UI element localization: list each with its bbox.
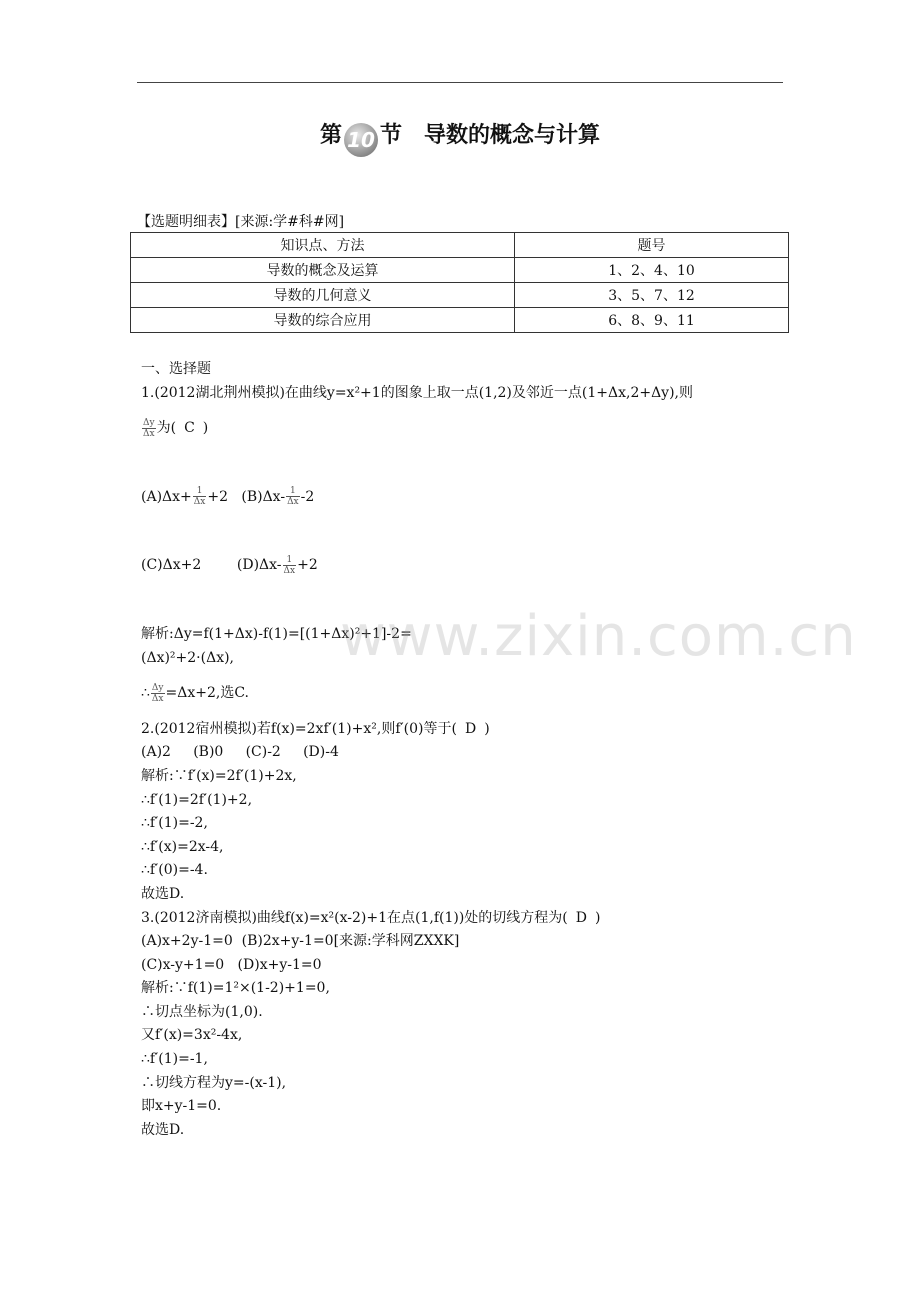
topic-table bbox=[130, 232, 789, 333]
q2-options: (A)2 (B)0 (C)-2 (D)-4 bbox=[141, 744, 339, 761]
q1-solution-2: (Δx)²+2·(Δx), bbox=[141, 649, 235, 666]
q2-solution-line: ∴f′(1)=2f′(1)+2, bbox=[141, 791, 253, 808]
q1-fraction: $\frac{\Delta y}{\Delta x}$ bbox=[143, 417, 155, 439]
table-row bbox=[131, 258, 789, 283]
q3-stem: 3.(2012济南模拟)曲线f(x)=x²(x-2)+1在点(1,f(1))处的切线方程为( D ) bbox=[141, 907, 801, 931]
cell-topic: 导数的几何意义 bbox=[131, 283, 515, 308]
q1-solution-3: ∴ $\frac{\Delta y}{\Delta x}$ =Δx+2,选C. bbox=[141, 682, 250, 704]
q1-answer: C bbox=[184, 420, 195, 437]
q3-solution-line: 又f′(x)=3x²-4x, bbox=[141, 1027, 243, 1044]
q1-solution-1: 解析:Δy=f(1+Δx)-f(1)=[(1+Δx)²+1]-2= bbox=[141, 625, 412, 642]
q3-solution-line: 解析:∵f(1)=1²×(1-2)+1=0, bbox=[141, 980, 330, 997]
q3-answer: D bbox=[575, 909, 587, 926]
cell-topic: 导数的综合应用 bbox=[131, 308, 515, 333]
header-topic: 知识点、方法 bbox=[131, 233, 515, 258]
q3-solution-line: ∴切线方程为y=-(x-1), bbox=[141, 1074, 287, 1091]
q2-solution-line: ∴f′(1)=-2, bbox=[141, 815, 208, 832]
cell-questions: 3、5、7、12 bbox=[515, 283, 789, 308]
q2-solution-line: 故选D. bbox=[141, 885, 185, 902]
q1-options-cd: (C)Δx+2 (D)Δx- $\frac{1}{\Delta x}$ +2 bbox=[141, 554, 318, 576]
q3-options-2: (C)x-y+1=0 (D)x+y-1=0 bbox=[141, 956, 322, 973]
table-header-row bbox=[131, 233, 789, 258]
q1-options-ab: (A)Δx+ $\frac{1}{\Delta x}$ +2 (B)Δx- $\frac{1}{\Delta x}$ -2 bbox=[141, 486, 315, 508]
cell-topic: 导数的概念及运算 bbox=[131, 258, 515, 283]
title-text: 导数的概念与计算 bbox=[424, 123, 601, 148]
q3-solution-line: ∴f′(1)=-1, bbox=[141, 1051, 208, 1068]
section-number-badge: 10 bbox=[344, 123, 378, 157]
title-suffix: 节 bbox=[379, 123, 402, 148]
cell-questions: 1、2、4、10 bbox=[515, 258, 789, 283]
table-caption: 【选题明细表】[来源:学#科#网] bbox=[137, 214, 345, 230]
q2-solution-line: ∴f′(x)=2x-4, bbox=[141, 838, 224, 855]
q2-solution-line: ∴f′(0)=-4. bbox=[141, 862, 208, 879]
header-questions: 题号 bbox=[515, 233, 789, 258]
header-rule bbox=[137, 82, 783, 83]
table-row bbox=[131, 308, 789, 333]
title-prefix: 第 bbox=[319, 123, 342, 148]
cell-questions: 6、8、9、11 bbox=[515, 308, 789, 333]
q3-solution-line: 故选D. bbox=[141, 1121, 185, 1138]
table-row bbox=[131, 283, 789, 308]
q2-stem: 2.(2012宿州模拟)若f(x)=2xf′(1)+x²,则f′(0)等于( D ) bbox=[141, 718, 801, 742]
questions-body bbox=[141, 358, 801, 1142]
q2-solution-line: 解析:∵f′(x)=2f′(1)+2x, bbox=[141, 767, 297, 784]
q1-stem: 1.(2012湖北荆州模拟)在曲线y=x²+1的图象上取一点(1,2)及邻近一点(1+Δx,2+Δy),则 bbox=[141, 384, 694, 401]
q3-solution-line: ∴切点坐标为(1,0). bbox=[141, 1003, 263, 1020]
section-heading: 一、选择题 bbox=[141, 361, 211, 377]
watermark: www.zixin.com.cn bbox=[340, 604, 857, 669]
q3-solution-line: 即x+y-1=0. bbox=[141, 1098, 222, 1115]
q1-ask: $\frac{\Delta y}{\Delta x}$ 为( C ) bbox=[141, 417, 801, 441]
q3-options-1: (A)x+2y-1=0 (B)2x+y-1=0[来源:学科网ZXXK] bbox=[141, 933, 460, 950]
q2-answer: D bbox=[464, 720, 477, 737]
page-title bbox=[0, 118, 920, 157]
